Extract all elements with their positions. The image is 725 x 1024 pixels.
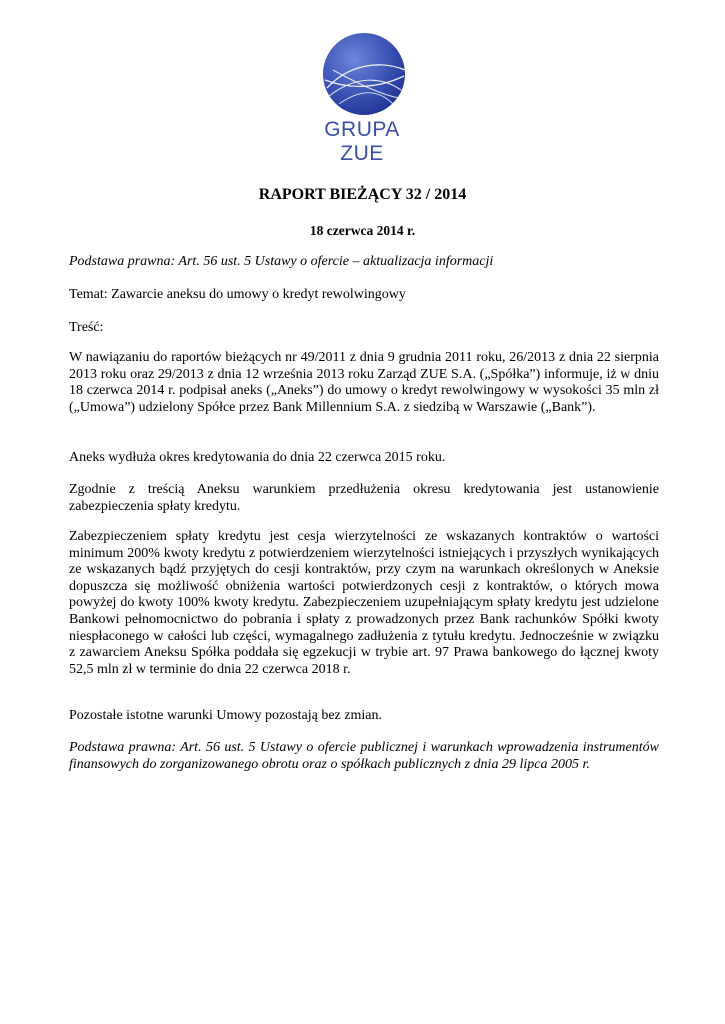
content-label: Treść:: [69, 320, 104, 335]
report-subject: Temat: Zawarcie aneksu do umowy o kredyt rewolwingowy: [69, 287, 406, 302]
logo-text: GRUPA ZUE: [324, 118, 400, 165]
footer-legal-basis: Podstawa prawna: Art. 56 ust. 5 Ustawy o ofercie publicznej i warunkach wprowadzenia instrumentów finansowych do zorganizowanego obrotu oraz o spółkach publicznych z dnia 29 lipca 2005 r.: [69, 740, 659, 772]
paragraph-condition: Zgodnie z treścią Aneksu warunkiem przedłużenia okresu kredytowania jest ustanowienie zabezpieczenia spłaty kredytu.: [69, 482, 659, 514]
paragraph-extension: Aneks wydłuża okres kredytowania do dnia 22 czerwca 2015 roku.: [69, 450, 446, 465]
paragraph-security: Zabezpieczeniem spłaty kredytu jest cesja wierzytelności ze wskazanych kontraktów o wartości minimum 200% kwoty kredytu z potwierdzeniem wierzytelności istniejących i przyszłych wynikających ze wskazanych bądź przyjętych do cesji kontraktów, przy czym na warunkach określonych w Aneksie dopuszcza się możliwość obniżenia wartości potwierdzonych cesji z kontraktów, o których mowa powyżej do kwoty 100% kwoty kredytu. Zabezpieczeniem uzupełniającym spłaty kredytu jest udzielone Bankowi pełnomocnictwo do pobrania i spłaty z prowadzonych przez Bank rachunków Spółki kwoty niespłaconego w całości lub części, wymagalnego zadłużenia z tytułu kredytu. Jednocześnie w związku z zawarciem Aneksu Spółka poddała się egzekucji w trybie art. 97 Prawa bankowego do łącznej kwoty 52,5 mln zł w terminie do dnia 22 czerwca 2018 r.: [69, 529, 659, 677]
paragraph-intro: W nawiązaniu do raportów bieżących nr 49/2011 z dnia 9 grudnia 2011 roku, 26/2013 z dnia 22 sierpnia 2013 roku oraz 29/2013 z dnia 12 września 2013 roku Zarząd ZUE S.A. („Spółka”) informuje, iż w dniu 18 czerwca 2014 r. podpisał aneks („Aneks”) do umowy o kredyt rewolwingowy w wysokości 35 mln zł („Umowa”) udzielony Spółce przez Bank Millennium S.A. z siedzibą w Warszawie („Bank”).: [69, 350, 659, 415]
globe-logo-icon: [309, 30, 419, 120]
legal-basis: Podstawa prawna: Art. 56 ust. 5 Ustawy o ofercie – aktualizacja informacji: [69, 254, 494, 269]
paragraph-other-terms: Pozostałe istotne warunki Umowy pozostają bez zmian.: [69, 708, 382, 723]
report-title: RAPORT BIEŻĄCY 32 / 2014: [258, 186, 467, 203]
report-date: 18 czerwca 2014 r.: [309, 223, 416, 238]
